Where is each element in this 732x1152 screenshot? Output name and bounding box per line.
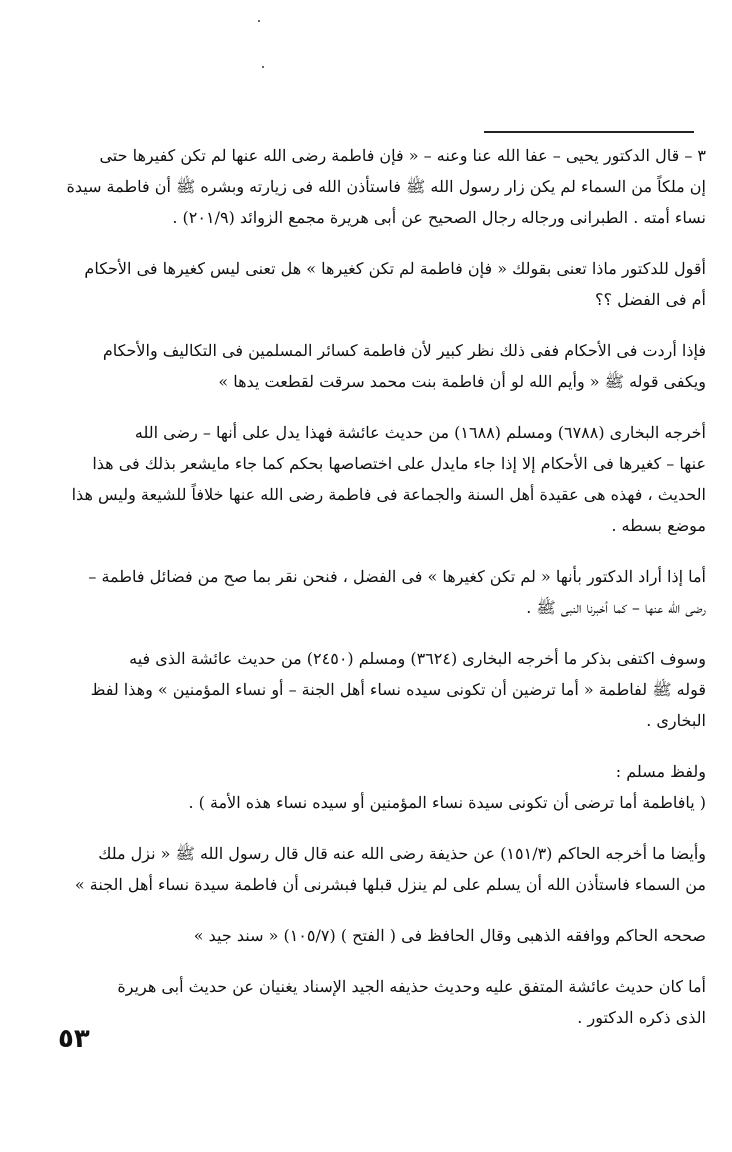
text-line: البخارى . — [646, 711, 706, 730]
text-line: إن ملكاً من السماء لم يكن زار رسول الله ﷺ فاستأذن الله فى زيارته وبشره ﷺ أن فاطمة سيدة — [66, 177, 706, 196]
paragraph-4 — [56, 417, 706, 541]
text-line: ( يافاطمة أما ترضى أن تكونى سيدة نساء المؤمنين أو سيده نساء هذه الأمة ) . — [188, 793, 706, 812]
text-line: أقول للدكتور ماذا تعنى بقولك « فإن فاطمة لم تكن كغيرها » هل تعنى ليس كغيرها فى الأحكام — [84, 259, 706, 278]
paragraph-3 — [56, 335, 706, 397]
text-line: موضع بسطه . — [611, 516, 706, 535]
page-number: ٥٣ — [58, 1024, 90, 1054]
scan-speck — [262, 66, 264, 68]
text-line: عنها – كغيرها فى الأحكام إلا إذا جاء مايدل على اختصاصها بحكم كما جاء مايشعر بذلك فى هذا — [92, 454, 706, 473]
text-line: ولفظ مسلم : — [615, 762, 706, 781]
paragraph-6 — [56, 643, 706, 736]
paragraph-7 — [56, 756, 706, 818]
text-line: وسوف اكتفى بذكر ما أخرجه البخارى (٣٦٢٤) ومسلم (٢٤٥٠) من حديث عائشة الذى فيه — [129, 649, 706, 668]
paragraph-1 — [56, 140, 706, 233]
scan-speck — [258, 20, 260, 22]
text-line: ٣ – قال الدكتور يحيى – عفا الله عنا وعنه – « فإن فاطمة رضى الله عنها لم تكن كفيرها حتى — [99, 146, 706, 165]
text-line: ويكفى قوله ﷺ « وأيم الله لو أن فاطمة بنت محمد سرقت لقطعت يدها » — [218, 372, 706, 391]
text-line: فإذا أردت فى الأحكام ففى ذلك نظر كبير لأن فاطمة كسائر المسلمين فى التكاليف والأحكام — [102, 341, 706, 360]
paragraph-2 — [56, 253, 706, 315]
footnote-rule — [484, 131, 694, 133]
text-line: أما كان حديث عائشة المتفق عليه وحديث حذيفه الجيد الإسناد يغنيان عن حديث أبى هريرة — [117, 977, 706, 996]
text-line: أما إذا أراد الدكتور بأنها « لم تكن كغيرها » فى الفضل ، فنحن نقر بما صح من فضائل فاطمة – — [88, 567, 706, 586]
paragraph-10 — [56, 971, 706, 1033]
text-line: قوله ﷺ لفاطمة « أما ترضين أن تكونى سيده نساء أهل الجنة – أو نساء المؤمنين » وهذا لفظ — [90, 680, 706, 699]
text-line: من السماء فاستأذن الله أن يسلم على لم ينزل قبلها فبشرنى أن فاطمة سيدة نساء أهل الجنة » — [74, 875, 706, 894]
paragraph-8 — [56, 838, 706, 900]
paragraph-5 — [56, 561, 706, 623]
text-line: الحديث ، فهذه هى عقيدة أهل السنة والجماعة فى فاطمة رضى الله عنها خلافاً للشيعة وليس هذا — [71, 485, 706, 504]
text-line: أخرجه البخارى (٦٧٨٨) ومسلم (١٦٨٨) من حديث عائشة فهذا يدل على أنها – رضى الله — [134, 423, 706, 442]
text-line: وأيضا ما أخرجه الحاكم (١٥١/٣) عن حذيفة رضى الله عنه قال قال رسول الله ﷺ « نزل ملك — [98, 844, 706, 863]
text-line: أم فى الفضل ؟؟ — [595, 290, 706, 309]
text-line: رضى الله عنها – كما أخبرنا النبى ﷺ . — [526, 598, 706, 617]
text-line: صححه الحاكم ووافقه الذهبى وقال الحافظ فى ( الفتح ) (١٠٥/٧) « سند جيد » — [193, 926, 706, 945]
paragraph-9 — [56, 920, 706, 951]
page-body — [56, 140, 706, 1053]
text-line: الذى ذكره الدكتور . — [577, 1008, 706, 1027]
text-line: نساء أمته . الطبرانى ورجاله رجال الصحيح عن أبى هريرة مجمع الزوائد (٢٠١/٩) . — [172, 208, 706, 227]
